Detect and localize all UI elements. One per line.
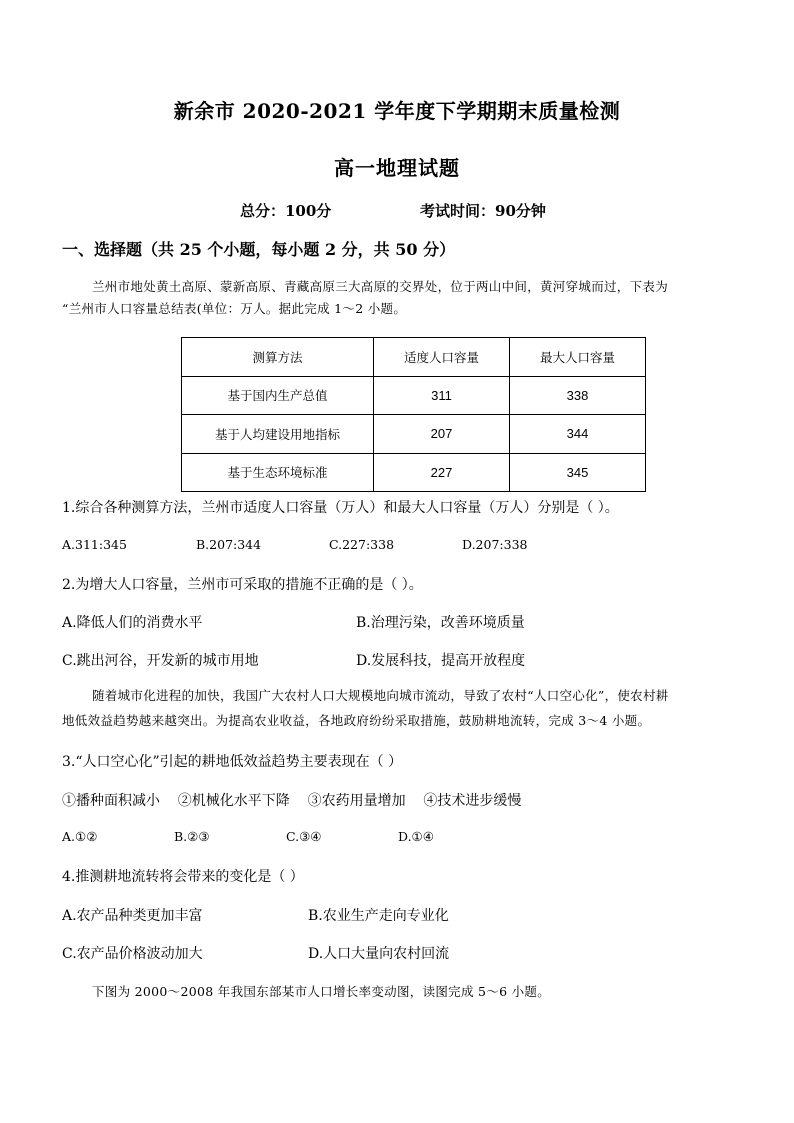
question-1-option-a: A.311:345 [62, 537, 127, 552]
table-row [182, 415, 646, 454]
table-cell: 基于国内生产总值 [182, 376, 374, 415]
question-1-option-d: D.207:338 [462, 537, 528, 552]
table-cell: 227 [374, 453, 510, 492]
question-3-option-a: A.①② [62, 829, 98, 844]
question-3-choices: ①播种面积减小 ②机械化水平下降 ③农药用量增加 ④技术进步缓慢 [62, 793, 522, 809]
question-4-stem: 4.推测耕地流转将会带来的变化是（ ） [62, 869, 304, 885]
table-header-cell: 测算方法 [182, 338, 374, 377]
table-header-row [182, 338, 646, 377]
table-cell: 311 [374, 376, 510, 415]
table-row [182, 376, 646, 415]
question-2-option-c: C.跳出河谷，开发新的城市用地 [62, 653, 259, 669]
total-score: 总分：100分 [240, 202, 332, 220]
exam-subtitle: 高一地理试题 [334, 156, 460, 180]
question-2-stem: 2.为增大人口容量，兰州市可采取的措施不正确的是（ ）。 [62, 577, 423, 593]
passage-2-line-2: 地低效益趋势越来越突出。为提高农业收益，各地政府纷纷采取措施，鼓励耕地流转，完成 3～4 小题。 [62, 713, 651, 728]
passage-1-line-1: 兰州市地处黄土高原、蒙新高原、青藏高原三大高原的交界处，位于两山中间，黄河穿城而过，下表为 [92, 279, 669, 294]
question-3-option-d: D.①④ [398, 829, 434, 844]
table-cell: 344 [510, 415, 646, 454]
population-capacity-table [181, 337, 646, 492]
table-header-cell: 适度人口容量 [374, 338, 510, 377]
question-2-option-a: A.降低人们的消费水平 [62, 615, 203, 631]
exam-time: 考试时间：90分钟 [420, 202, 546, 220]
table-cell: 207 [374, 415, 510, 454]
question-2-option-b: B.治理污染，改善环境质量 [356, 615, 525, 631]
question-1-option-b: B.207:344 [196, 537, 262, 552]
question-4-option-d: D.人口大量向农村回流 [308, 946, 450, 962]
table-cell: 基于生态环境标准 [182, 453, 374, 492]
section-title: 一、选择题（共 25 个小题，每小题 2 分，共 50 分） [62, 240, 456, 259]
table-cell: 345 [510, 453, 646, 492]
question-4-option-b: B.农业生产走向专业化 [308, 908, 449, 924]
question-3-option-b: B.②③ [174, 829, 210, 844]
question-4-option-c: C.农产品价格波动加大 [62, 946, 203, 962]
question-2-option-d: D.发展科技，提高开放程度 [356, 653, 526, 669]
passage-3-line-1: 下图为 2000～2008 年我国东部某市人口增长率变动图，读图完成 5～6 小题。 [92, 984, 551, 999]
question-1-stem: 1.综合各种测算方法，兰州市适度人口容量（万人）和最大人口容量（万人）分别是（ ）。 [62, 500, 619, 516]
question-1-option-c: C.227:338 [329, 537, 395, 552]
question-3-stem: 3.“人口空心化”引起的耕地低效益趋势主要表现在（ ） [62, 754, 403, 770]
exam-title: 新余市 2020-2021 学年度下学期期末质量检测 [173, 99, 621, 123]
question-4-option-a: A.农产品种类更加丰富 [62, 908, 203, 924]
passage-2-line-1: 随着城市化进程的加快，我国广大农村人口大规模地向城市流动，导致了农村“人口空心化”，使农村耕 [92, 688, 669, 703]
table-header-cell: 最大人口容量 [510, 338, 646, 377]
table-row [182, 453, 646, 492]
table-cell: 338 [510, 376, 646, 415]
table-cell: 基于人均建设用地指标 [182, 415, 374, 454]
passage-1-line-2: “兰州市人口容量总结表(单位：万人。据此完成 1～2 小题。 [62, 301, 407, 316]
question-3-option-c: C.③④ [286, 829, 322, 844]
